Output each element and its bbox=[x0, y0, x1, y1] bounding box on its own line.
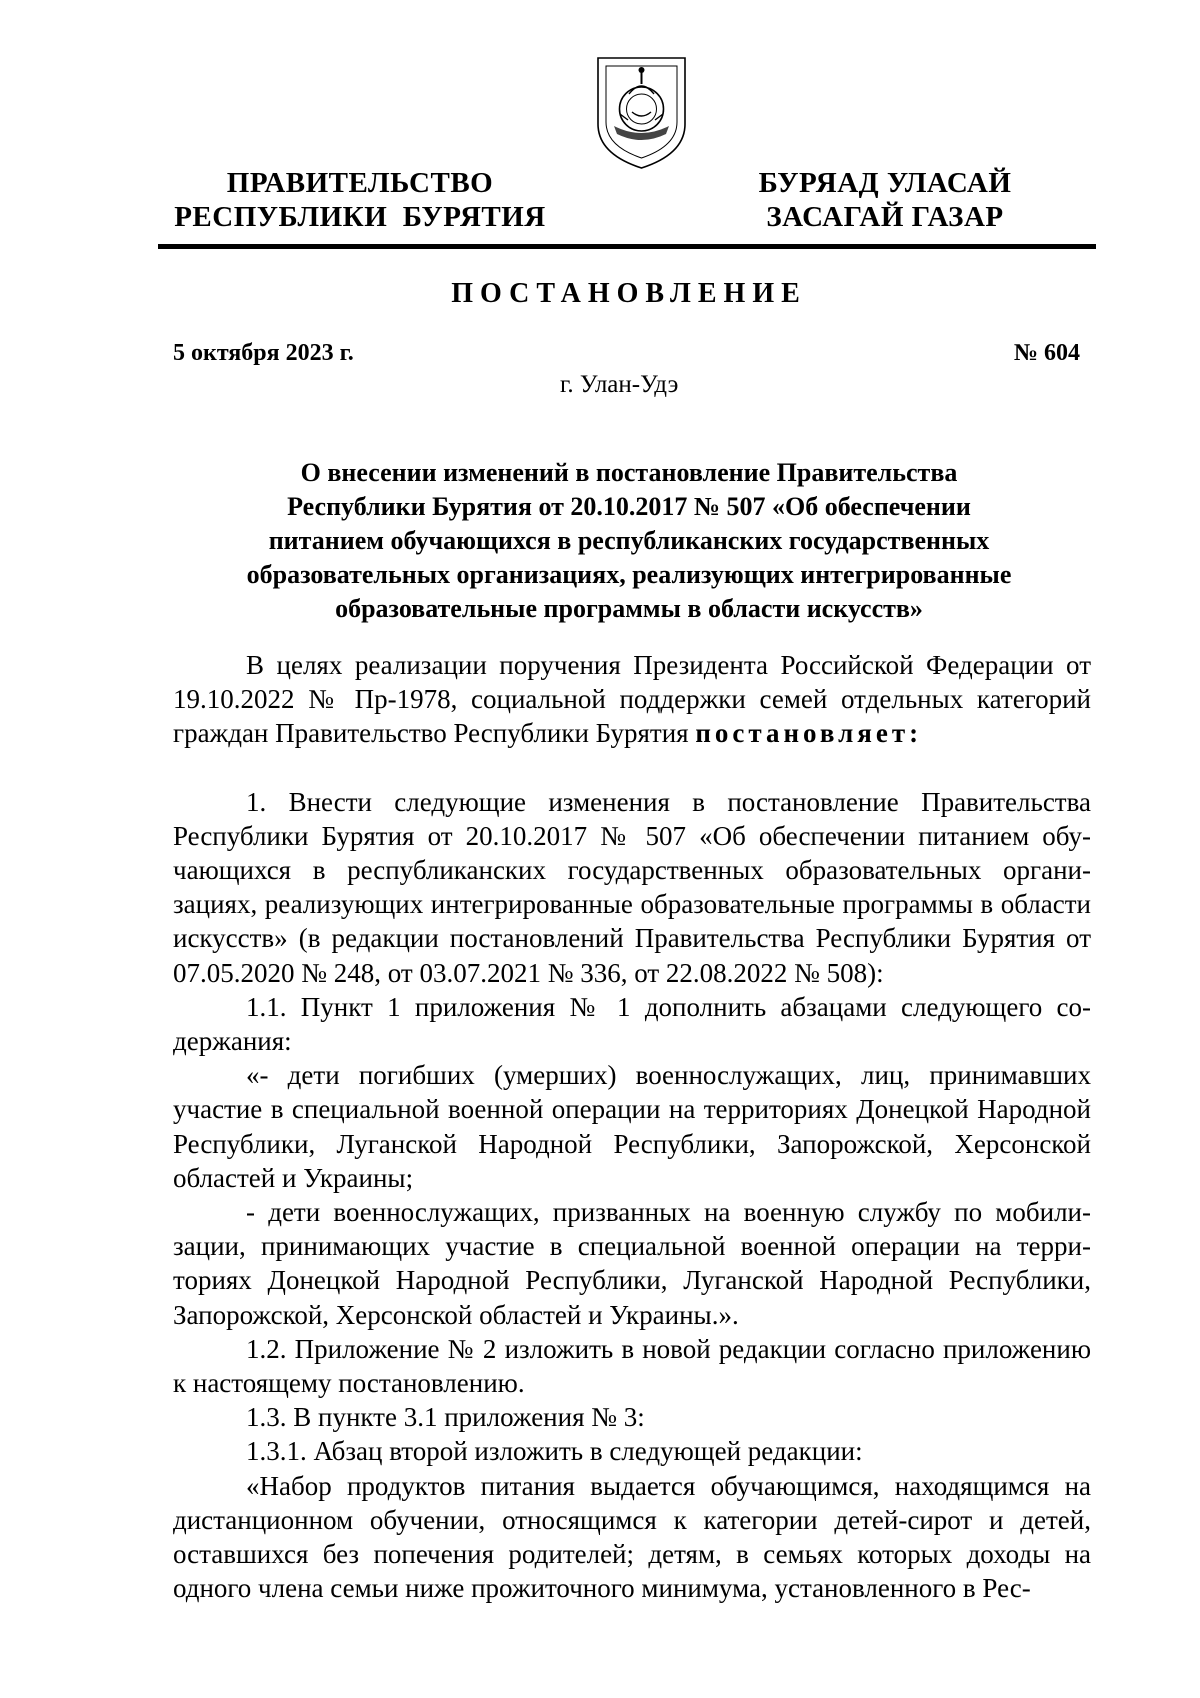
document-body bbox=[173, 648, 1091, 1605]
preamble-paragraph bbox=[173, 648, 1091, 751]
org-name-russian bbox=[160, 166, 560, 234]
body-paragraph: 1.2. Приложение № 2 изложить в новой редакции согласно приложению к настоящему постановлению. bbox=[173, 1333, 1091, 1399]
org-name-buryat-line-2: ЗАСАГАЙ ГАЗАР bbox=[766, 201, 1004, 233]
org-name-russian-line-1: ПРАВИТЕЛЬСТВО bbox=[226, 167, 494, 199]
document-number: № 604 bbox=[1013, 340, 1080, 366]
title-line: О внесении изменений в постановление Правительства bbox=[300, 458, 958, 487]
body-paragraph: 1.1. Пункт 1 приложения № 1 дополнить абзацами следующего содержания: bbox=[173, 991, 1091, 1057]
body-paragraph: «Набор продуктов питания выдается обучающимся, находящимся на дистанционном обучении, относящимся к категории детей-сирот и детей, оставшихся без попечения родителей; детям, в семьях которых доходы на одного члена семьи ниже прожиточного минимума, установленного в Рес- bbox=[173, 1470, 1091, 1604]
body-paragraph: 1.3. В пункте 3.1 приложения № 3: bbox=[246, 1402, 645, 1433]
org-name-buryat bbox=[740, 166, 1030, 234]
body-paragraph: 1.3.1. Абзац второй изложить в следующей редакции: bbox=[246, 1436, 863, 1467]
org-name-buryat-line-1: БУРЯАД УЛАСАЙ bbox=[758, 167, 1012, 199]
org-name-russian-line-2: РЕСПУБЛИКИ БУРЯТИЯ bbox=[174, 201, 546, 233]
title-line: питанием обучающихся в республиканских государственных bbox=[268, 526, 990, 555]
title-line: образовательные программы в области искусств» bbox=[335, 594, 923, 623]
document-title bbox=[160, 456, 1098, 626]
title-line: Республики Бурятия от 20.10.2017 № 507 «Об обеспечении bbox=[287, 492, 971, 521]
document-date: 5 октября 2023 г. bbox=[173, 340, 354, 366]
body-paragraph: - дети военнослужащих, призванных на военную службу по мобилизации, принимающих участие в специальной военной операции на территориях Донецкой Народной Республики, Луганской Народной Республики, Запорожской, Херсонской областей и Украины.». bbox=[173, 1197, 1091, 1330]
title-line: образовательных организациях, реализующих интегрированные bbox=[246, 560, 1012, 589]
document-type: ПОСТАНОВЛЕНИЕ bbox=[451, 278, 807, 309]
body-paragraph: «- дети погибших (умерших) военнослужащих, лиц, принимавших участие в специальной военной операции на территориях Донецкой Народной Республики, Луганской Народной Республики, Запорожской, Херсонской областей и Украины; bbox=[173, 1060, 1091, 1193]
body-paragraph: 1. Внести следующие изменения в постановление Правительства Республики Бурятия от 20.10.2017 № 507 «Об обеспечении питанием обучающихся в республиканских государственных образовательных организациях, реализующих интегрированные образовательные программы в области искусств» (в редакции постановлений Правительства Республики Бурятия от 07.05.2020 № 248, от 03.07.2021 № 336, от 22.08.2022 № 508): bbox=[173, 786, 1091, 988]
preamble-text: В целях реализации поручения Президента Российской Федерации от 19.10.2022 № Пр-1978, социальной поддержки семей отдельных категорий граждан Правительство Республики Бурятия bbox=[173, 650, 1091, 749]
coat-of-arms-icon bbox=[594, 54, 689, 172]
preamble-verb: постановляет: bbox=[695, 718, 923, 749]
document-city: г. Улан-Удэ bbox=[560, 371, 679, 398]
header-divider bbox=[158, 244, 1096, 249]
